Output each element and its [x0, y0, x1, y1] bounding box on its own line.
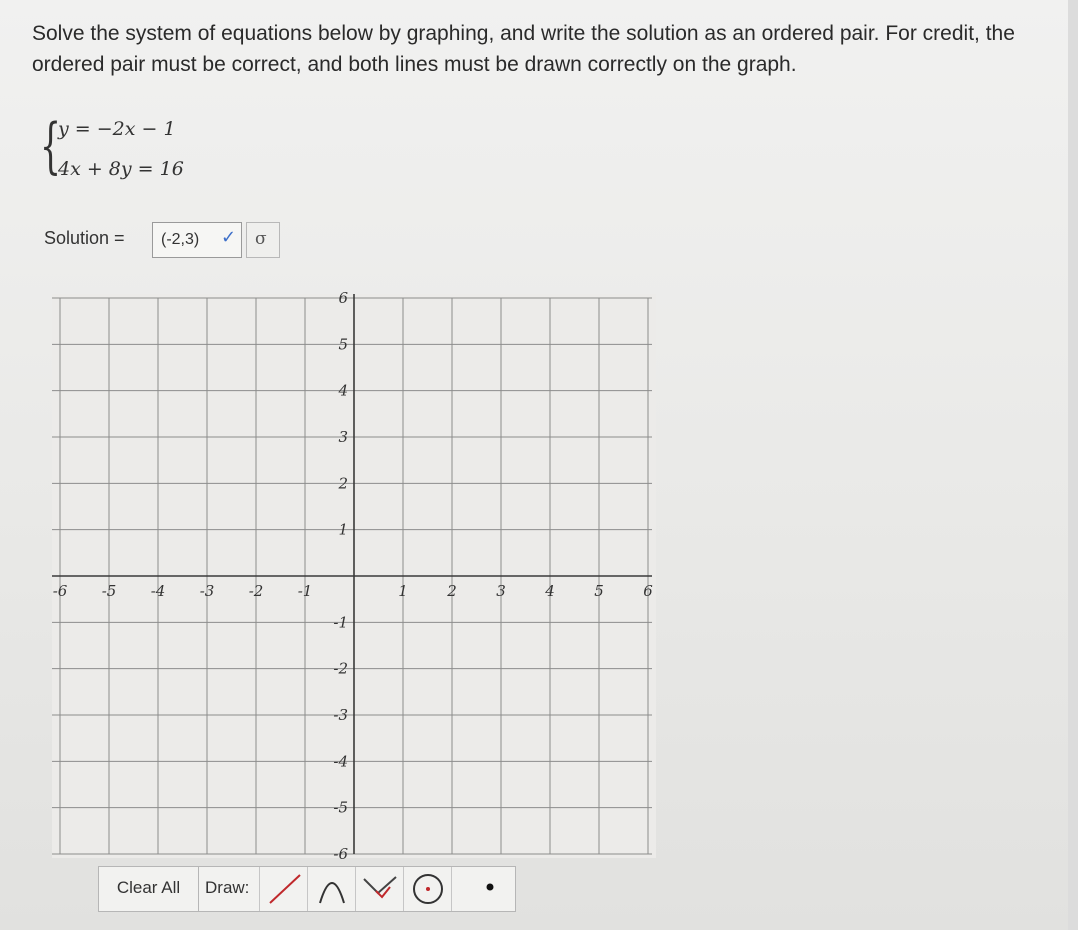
checkmark-icon: ✓	[221, 227, 237, 247]
x-tick-label: 2	[447, 582, 457, 600]
y-tick-label: -3	[333, 706, 348, 724]
draw-label: Draw:	[205, 878, 250, 897]
x-tick-label: -4	[150, 582, 166, 600]
y-tick-label: 1	[338, 520, 348, 539]
math-symbols-button[interactable]	[246, 222, 280, 258]
point-tool-button[interactable]	[451, 867, 499, 911]
parabola-up-tool-button[interactable]	[307, 867, 355, 911]
y-tick-label: 4	[338, 381, 348, 400]
y-tick-label: -6	[333, 845, 348, 863]
x-tick-label: -3	[199, 582, 215, 600]
y-tick-label: 3	[338, 428, 348, 446]
question-prompt: Solve the system of equations below by graphing, and write the solution as an ordered pair. For credit, the ordered pair must be correct, and both lines must be drawn correctly on the graph.	[32, 22, 1015, 76]
coordinate-plane[interactable]	[0, 280, 700, 870]
x-tick-label: -6	[52, 582, 68, 600]
y-tick-label: 2	[338, 474, 348, 493]
equation-system	[40, 112, 300, 186]
y-tick-label: -4	[333, 752, 348, 771]
x-tick-label: -5	[101, 582, 117, 600]
line-tool-button[interactable]	[259, 867, 307, 911]
x-tick-label: 1	[398, 582, 408, 600]
line-tool-icon	[260, 867, 308, 911]
y-tick-label: -2	[333, 659, 348, 678]
clear-all-button[interactable]: Clear All	[99, 867, 199, 911]
equation-1: y = −2x − 1	[58, 118, 176, 140]
solution-value: (-2,3)	[161, 231, 200, 248]
equation-2: 4x + 8y = 16	[58, 158, 184, 180]
x-tick-label: 6	[643, 582, 653, 600]
circle-tool-icon	[404, 867, 452, 911]
brace-icon: {	[40, 111, 62, 181]
y-tick-label: 6	[338, 289, 348, 307]
solution-input[interactable]	[152, 222, 242, 258]
y-tick-label: -1	[333, 613, 348, 632]
solution-label: Solution =	[44, 228, 125, 248]
parabola-up-tool-icon	[308, 867, 356, 911]
circle-tool-button[interactable]	[403, 867, 451, 911]
point-tool-icon	[452, 867, 500, 911]
parabola-down-tool-button[interactable]	[355, 867, 403, 911]
x-tick-label: 3	[496, 582, 506, 600]
x-tick-label: 4	[545, 582, 555, 600]
x-tick-label: -1	[297, 582, 313, 600]
y-tick-label: 5	[338, 335, 348, 354]
y-tick-label: -5	[333, 798, 348, 817]
x-tick-label: 5	[594, 582, 604, 600]
parabola-down-tool-icon	[356, 867, 404, 911]
x-tick-label: -2	[248, 582, 264, 600]
sigma-icon: σ	[255, 229, 267, 249]
graph-toolbar	[98, 866, 516, 912]
